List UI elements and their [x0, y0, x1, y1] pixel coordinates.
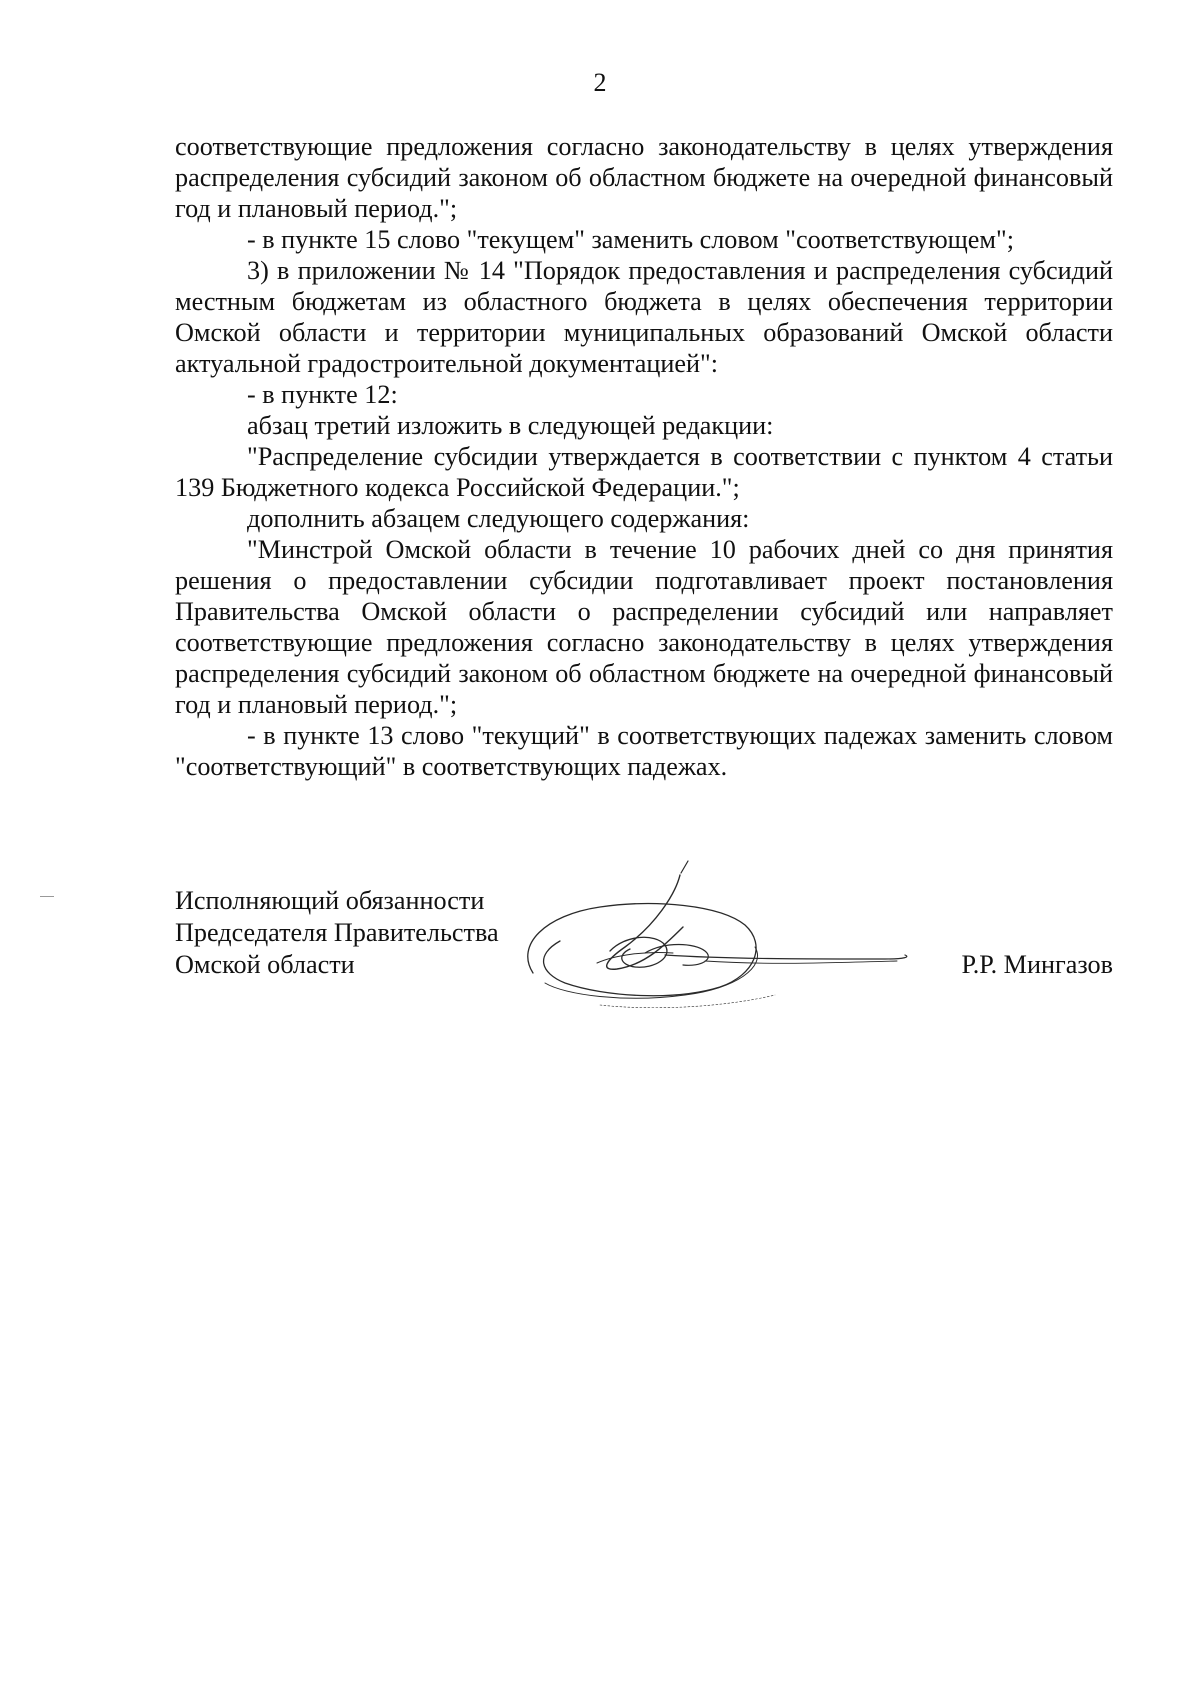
paragraph-item-12: - в пункте 12:	[247, 380, 398, 409]
signatory-position-line: Исполняющий обязанности	[175, 886, 485, 915]
paragraph-minstroy-quote: "Минстрой Омской области в течение 10 рабочих дней со дня принятия решения о предоставлении субсидии подготавливает проект постановления Правительства Омской области о распределении субсидий или направляет соответствующие предложения согласно законодательству в целях утверждения распределения субсидий законом об областном бюджете на очередной финансовый год и плановый период.";	[175, 535, 1113, 719]
signatory-position	[175, 885, 499, 981]
paragraph-distribution-quote: "Распределение субсидии утверждается в соответствии с пунктом 4 статьи 139 Бюджетного кодекса Российской Федерации.";	[175, 442, 1113, 502]
scan-margin-mark	[40, 896, 54, 897]
signatory-name: Р.Р. Мингазов	[961, 950, 1113, 979]
paragraph-third-abzac: абзац третий изложить в следующей редакции:	[247, 411, 774, 440]
paragraph-item-15: - в пункте 15 слово "текущем" заменить словом "соответствующем";	[247, 225, 1014, 254]
signature-block	[175, 885, 1113, 1025]
signatory-position-line: Омской области	[175, 950, 355, 979]
paragraph-appendix-14: 3) в приложении № 14 "Порядок предоставления и распределения субсидий местным бюджетам из областного бюджета в целях обеспечения территории Омской области и территории муниципальных образований Омской области актуальной градостроительной документацией":	[175, 256, 1113, 378]
paragraph-add-abzac: дополнить абзацем следующего содержания:	[247, 504, 750, 533]
document-body	[175, 131, 1113, 782]
handwritten-signature	[505, 855, 1025, 1015]
paragraph-item-13: - в пункте 13 слово "текущий" в соответствующих падежах заменить словом "соответствующий" в соответствующих падежах.	[175, 721, 1113, 781]
signatory-position-line: Председателя Правительства	[175, 918, 499, 947]
paragraph-continuation: соответствующие предложения согласно законодательству в целях утверждения распределения субсидий законом об областном бюджете на очередной финансовый год и плановый период.";	[175, 132, 1113, 223]
page-number: 2	[593, 68, 607, 97]
